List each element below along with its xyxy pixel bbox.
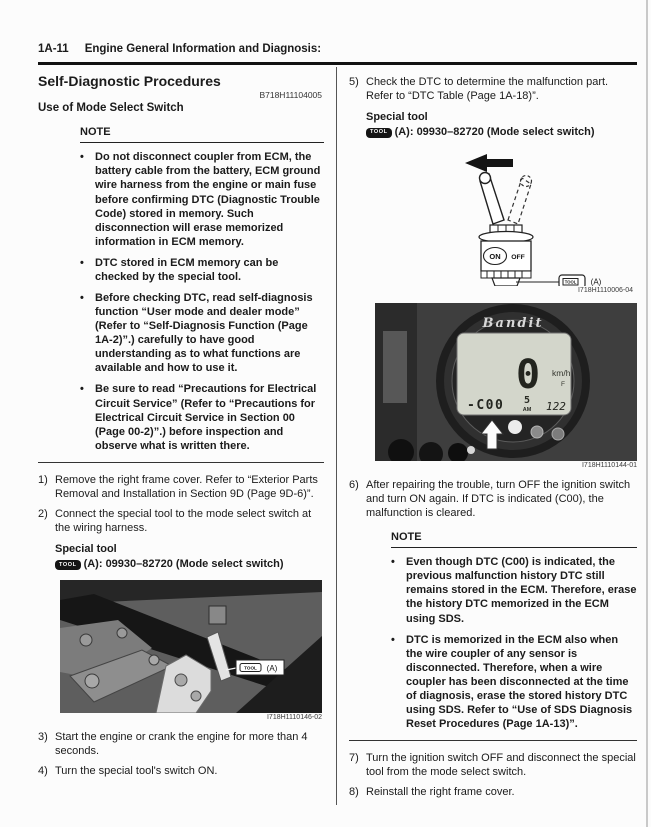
special-tool-value: (A): 09930–82720 (Mode select switch) [394, 125, 595, 138]
note-bullet: • Do not disconnect coupler from ECM, the battery cable from the battery, ECM ground wire harness from the engine or main fuse before confirming DTC (Diagnostic Trouble Code) stored in memory. Such disconnection will erase memorized information in ECM memory. [80, 150, 324, 249]
note-block-2 [391, 530, 637, 731]
step-1: 1) Remove the right frame cover. Refer to “Exterior Parts Removal and Installation in Section 9D (Page 9D-6)”. [38, 473, 318, 500]
meter-speed: 0 [515, 351, 541, 398]
tool-icon: TOOL [55, 560, 81, 570]
section-divider [38, 462, 324, 463]
section-ref-code: B718H11104005 [259, 89, 322, 100]
step-7: 7) Turn the ignition switch OFF and disconnect the special tool from the mode select switch. [349, 752, 636, 779]
right-column [336, 67, 637, 806]
tool-icon: TOOL [366, 128, 392, 138]
note-bullet: • DTC stored in ECM memory can be checked by the special tool. [80, 256, 324, 284]
note-bullet: • Be sure to read “Precautions for Electrical Circuit Service” (Refer to “Precautions for Electrical Circuit Service in Section 00 (Page 00-2)”.) before inspection and observe what is written there. [80, 382, 324, 452]
subsection-title: Use of Mode Select Switch [38, 101, 184, 114]
note-bullet: • DTC is memorized in the ECM also when the wire coupler of any sensor is disconnected. Therefore, when a wire coupler has been disconnected at the time of diagnosis, erase the stored history DTC using SDS. Refer to “Use of SDS Diagnosis Reset Procedures (Page 1A-13)”. [391, 633, 637, 732]
figure1-caption: I718H1110146-02 [266, 714, 322, 722]
figure-meter-photo [375, 303, 637, 471]
figure-tool-connection-photo [60, 580, 322, 723]
switch-stem [492, 278, 520, 286]
meter-gear: 5 [523, 394, 531, 406]
meter-clock: 122 [546, 399, 566, 413]
note-bullet: • Before checking DTC, read self-diagnosis function “User mode and dealer mode” (Refer to “Self-Diagnosis Function (Page 1A-2)”.) carefully to have good understanding as to what functions are available and how to use it. [80, 291, 324, 375]
step-4: 4) Turn the special tool's switch ON. [38, 765, 218, 778]
svg-text:(A): (A) [590, 277, 602, 287]
left-column [38, 67, 336, 806]
figure2-callout [559, 275, 602, 286]
note-bullet-list [391, 555, 637, 731]
svg-text:TOOL: TOOL [564, 279, 577, 285]
note-block-1 [80, 125, 324, 453]
meter-dtc-code: -C00 [467, 397, 505, 413]
note-bullet-list [80, 150, 324, 453]
meter-ampm: AM [522, 406, 532, 413]
note-bullet: • Even though DTC (C00) is indicated, the previous malfunction history DTC still remains stored in the ECM. Therefore, erase the history DTC memorized in the ECM using SDS. [391, 555, 637, 625]
page-number: 1A-11 [38, 43, 69, 55]
step-6: 6) After repairing the trouble, turn OFF the ignition switch and turn ON again. If DTC is indicated (C00), the malfunction is cleared. [349, 478, 631, 520]
meter-photo [375, 303, 637, 461]
special-tool-label: Special tool [366, 110, 428, 123]
meter-unit: km/h [552, 367, 571, 378]
svg-text:TOOL: TOOL [244, 666, 257, 672]
figure3-caption: I718H1110144-01 [581, 461, 637, 469]
note-title: NOTE [391, 530, 637, 548]
section-title: Self-Diagnostic Procedures [38, 72, 221, 89]
svg-text:ON: ON [489, 252, 501, 262]
tool-connection-photo [60, 580, 322, 713]
figure-mode-switch-drawing [387, 148, 633, 296]
special-tool-block [55, 542, 324, 571]
scan-edge [646, 0, 648, 827]
svg-text:(A): (A) [266, 664, 278, 674]
special-tool-label: Special tool [55, 543, 117, 556]
meter-brand: Bandit [482, 315, 544, 331]
section-divider [349, 740, 637, 741]
switch-body [481, 241, 531, 278]
mode-switch-drawing [387, 148, 633, 286]
chapter-title: Engine General Information and Diagnosis: [84, 43, 322, 55]
figure2-caption: I718H1110006-04 [577, 287, 633, 295]
step-8: 8) Reinstall the right frame cover. [349, 786, 515, 799]
special-tool-value: (A): 09930–82720 (Mode select switch) [83, 558, 284, 571]
meter-unit2: F [561, 380, 565, 388]
note-title: NOTE [80, 125, 324, 143]
step-3: 3) Start the engine or crank the engine for more than 4 seconds. [38, 731, 308, 758]
svg-text:OFF: OFF [511, 254, 525, 262]
special-tool-block-2 [366, 110, 637, 139]
page-header [38, 42, 637, 65]
figure1-callout [236, 660, 284, 675]
step-5: 5) Check the DTC to determine the malfunction part. Refer to “DTC Table (Page 1A-18)”. [349, 75, 609, 102]
step-2: 2) Connect the special tool to the mode select switch at the wiring harness. [38, 508, 312, 535]
